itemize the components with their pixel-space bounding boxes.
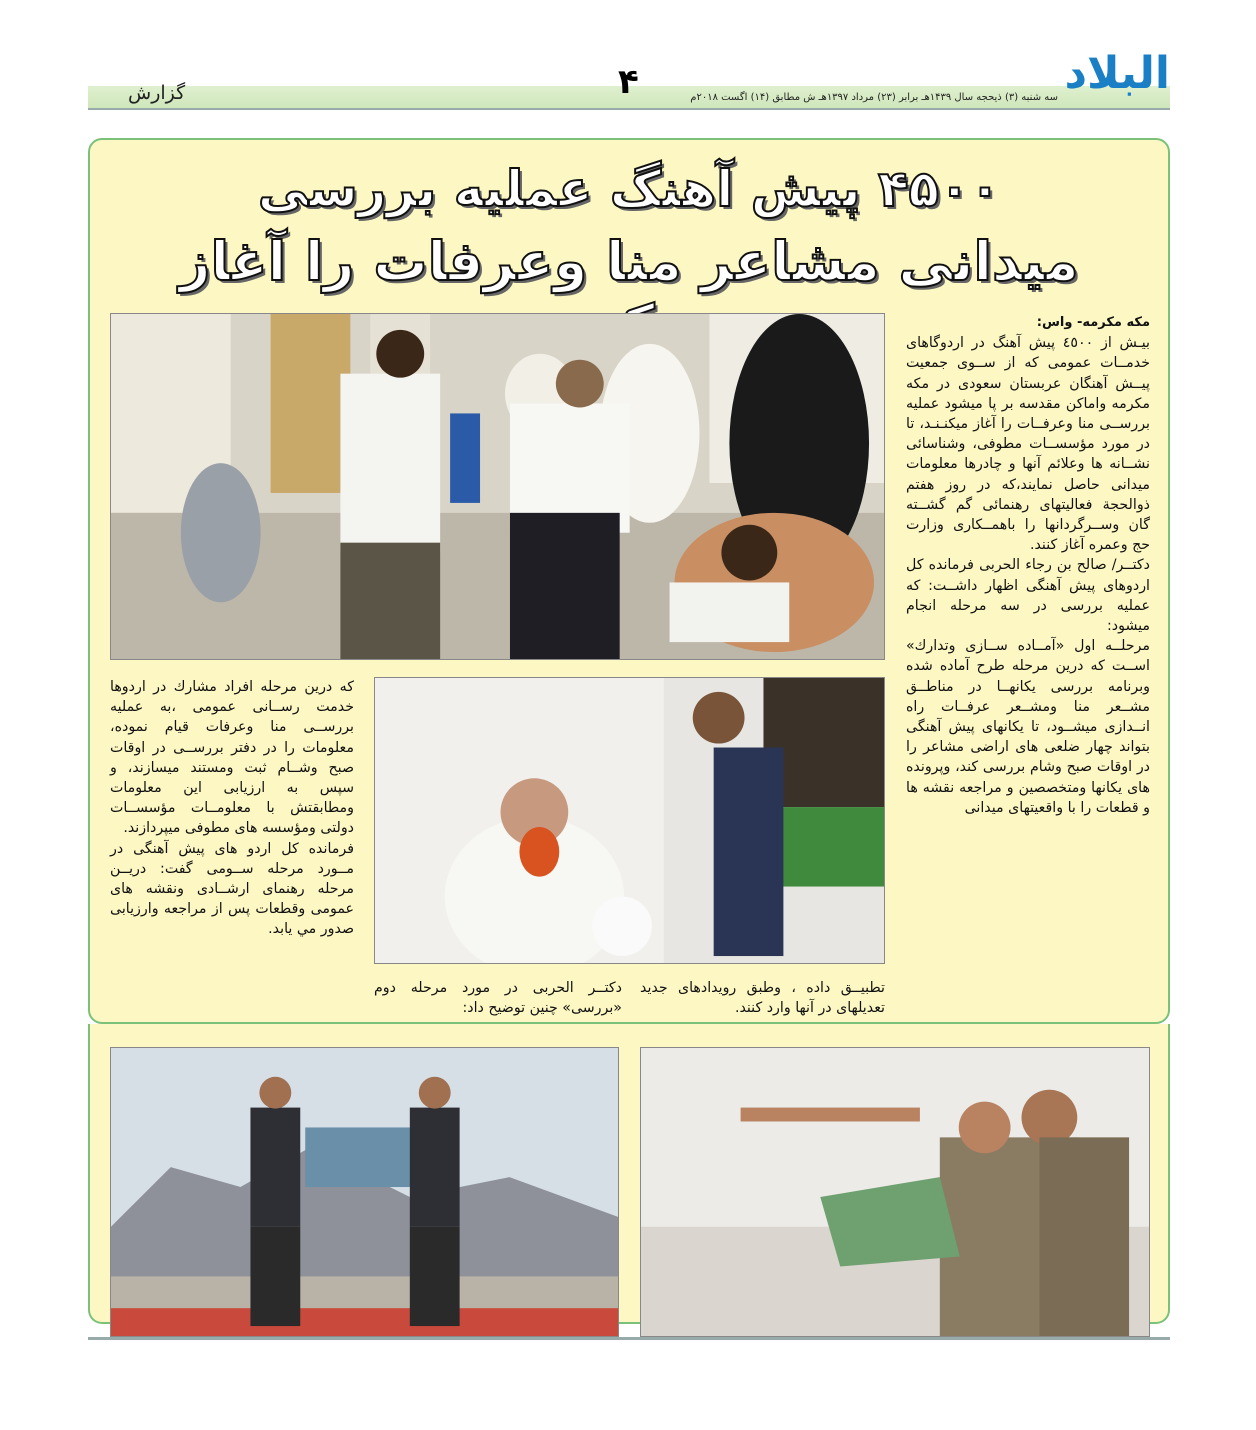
- photo-scouts-holding-map-image: [111, 1048, 618, 1336]
- text-column-middle-left: [374, 978, 622, 1018]
- photo-scout-elderly-pilgrim-image: [375, 678, 884, 963]
- paragraph: تطبیــق داده ، وطبق رویدادهای جدید تعدیلهای در آنها وارد کنند.: [640, 980, 885, 1017]
- section-name: گزارش: [128, 82, 186, 104]
- photo-scout-pointing-image: [641, 1048, 1149, 1336]
- paragraph: فرمانده کل اردو های پیش آهنگی در مــورد مرحله ســومی گفت: دریــن مرحله رهنمای ارشــادی ونقشه های عمومی وقطعات پس از مراجعه وارزیابی صدور مي یابد.: [110, 840, 354, 938]
- paragraph: مرحلــه اول «آمــاده ســازی وتدارك» اســت كه درین مرحله طرح آماده شده وبرنامه بررسی یکانهــا در مناطــق مشــعر منا ومشــعر عرفــات راه انــدازی میشــود، تا یکانهای پیش آهنگی بتواند چهار ضلعی های اراضی مشاعر را در اوقات صبح وشام بررسی كند، وپرونده های یکانها ومتخصصین و مراجعه نقشه ها و قطعات را با واقعیتهای میدانی: [906, 638, 1150, 816]
- paragraph: دکتــر/ صالح بن رجاء الحربی فرمانده کل اردوهای پیش آهنگی اظهار داشــت: که عملیه بررسی در سه مرحله انجام میشود:: [906, 557, 1150, 635]
- photo-scout-pointing: [640, 1047, 1150, 1337]
- newspaper-logo: البلاد: [1064, 48, 1170, 99]
- text-column-right: [906, 313, 1150, 818]
- text-column-middle-right: [640, 978, 885, 1018]
- footer-rule: [88, 1337, 1170, 1340]
- issue-date: سه شنبه (۳) ذیحجه سال ۱۴۳۹هـ برابر (۲۳) مرداد ۱۳۹۷هـ ش مطابق (۱۴) اگست ۲۰۱۸م: [690, 92, 1058, 103]
- photo-scout-elderly-pilgrim: [374, 677, 885, 964]
- photo-scouts-holding-map: [110, 1047, 619, 1337]
- page-number: ۴: [618, 62, 639, 102]
- headline-line-2: میدانی مشاعر منا وعرفات را آغاز: [179, 230, 1079, 293]
- photo-scouts-helping-pilgrim: [110, 313, 885, 660]
- headline-line-1: ۴۵۰۰ پیش آهنگ عملیه بررسی: [257, 160, 1001, 218]
- paragraph: بیـش از ٤٥٠٠ پیش آهنگ در اردوگاهای خدمــات عمومی که از ســوی جمعیت پیــش آهنگان عربستان سعودی در مكه مكرمه واماکن مقدسه بر پا میشود عملیه بررســی منا وعرفــات را آغاز میکنـنـد، تا در مورد مؤسســات مطوفی، وشناسائی نشــانه ها وعلائم آنها و چادرها معلومات میدانی حاصل نمایند،که در روز هفتم ذوالحجة فعالیتهای رهنمائی گم گشــته گان وســرگردانها را باهمــکاری وزارت حج وعمره آغاز كنند.: [906, 335, 1150, 554]
- paragraph: دکتــر الحربی در مورد مرحله دوم «بررسی» چنین توضیح داد:: [374, 980, 622, 1017]
- photo-scouts-helping-pilgrim-image: [111, 314, 884, 659]
- masthead: [88, 50, 1170, 114]
- dateline: مكه مكرمه- واس:: [1036, 315, 1150, 330]
- text-column-left: [110, 677, 354, 940]
- paragraph: که درین مرحله افراد مشارك در اردوها خدمت رســانی عمومی ،به عملیه بررســی منا وعرفات قیام نموده، معلومات را در دفتر بررســی در اوقات صبح وشــام ثبت ومستند میسازند، و سپس به ارزیابی این معلومات ومطابقتش با معلومــات مؤسســات دولتی ومؤسسه های مطوفی میپردازند.: [110, 679, 354, 837]
